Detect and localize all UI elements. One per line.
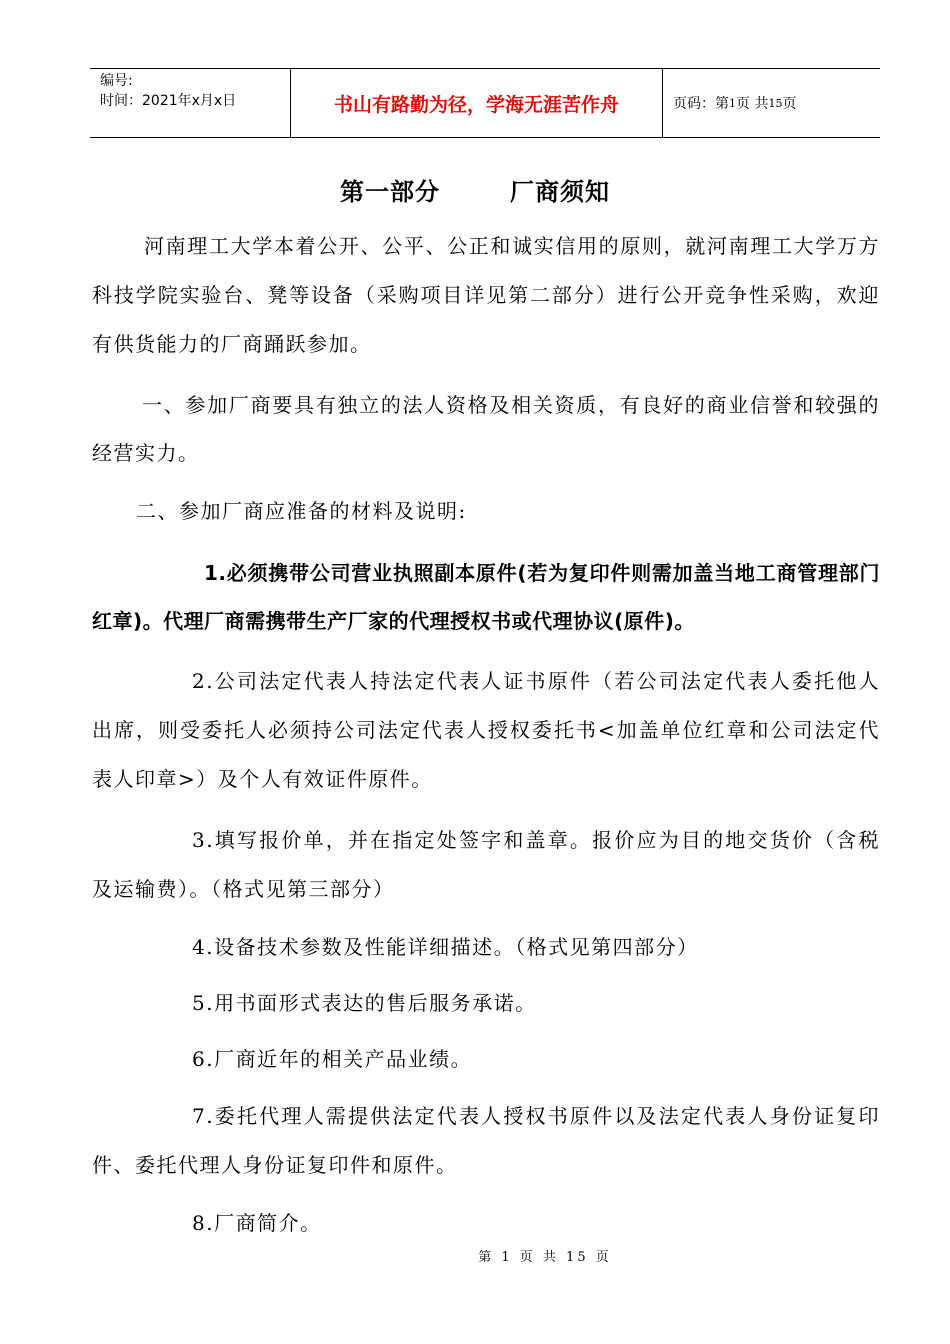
list-item-3: 3.填写报价单，并在指定处签字和盖章。报价应为目的地交货价（含税及运输费）。（格式见第三部分） [92, 828, 880, 901]
list-item-7: 7.委托代理人需提供法定代表人授权书原件以及法定代表人身份证复印件、委托代理人身份证复印件和原件。 [92, 1104, 880, 1177]
header-meta [90, 69, 290, 137]
document-body [92, 222, 880, 1246]
header-table [90, 68, 880, 138]
page-total: 15 [768, 96, 783, 110]
document-number-label: 编号: [100, 73, 133, 89]
header-page-number [663, 69, 880, 137]
list-item-4: 4.设备技术参数及性能详细描述。（格式见第四部分） [192, 935, 699, 959]
page-label-prefix: 页码：第 [673, 96, 729, 112]
list-item-6: 6.厂商近年的相关产品业绩。 [192, 1047, 473, 1071]
header-motto: 书山有路勤为径，学海无涯苦作舟 [290, 69, 663, 137]
page-label-suffix: 页 [782, 96, 797, 112]
list-item-1: 1.必须携带公司营业执照副本原件(若为复印件则需加盖当地工商管理部门红章)。代理厂商需携带生产厂家的代理授权书或代理协议(原件)。 [92, 561, 880, 633]
page-current: 1 [729, 96, 736, 110]
page-title [0, 172, 950, 207]
page-footer: 第 1 页 共 15 页 [478, 1250, 612, 1265]
page-label-mid: 页 共 [736, 96, 769, 112]
title-name: 厂商须知 [510, 178, 610, 206]
list-item-8: 8.厂商简介。 [192, 1211, 322, 1235]
paragraph-section-2: 二、参加厂商应准备的材料及说明: [136, 499, 467, 523]
paragraph-section-1: 一、参加厂商要具有独立的法人资格及相关资质，有良好的商业信誉和较强的经营实力。 [92, 393, 880, 465]
paragraph-intro: 河南理工大学本着公开、公平、公正和诚实信用的原则，就河南理工大学万方科技学院实验台、凳等设备（采购项目详见第二部分）进行公开竞争性采购，欢迎有供货能力的厂商踊跃参加。 [92, 234, 880, 356]
document-time: 时间：2021年x月x日 [100, 93, 237, 109]
list-item-5: 5.用书面形式表达的售后服务承诺。 [192, 991, 537, 1015]
list-item-2: 2.公司法定代表人持法定代表人证书原件（若公司法定代表人委托他人出席，则受委托人必须持公司法定代表人授权委托书<加盖单位红章和公司法定代表人印章>）及个人有效证件原件。 [92, 669, 880, 791]
title-part: 第一部分 [340, 178, 440, 206]
